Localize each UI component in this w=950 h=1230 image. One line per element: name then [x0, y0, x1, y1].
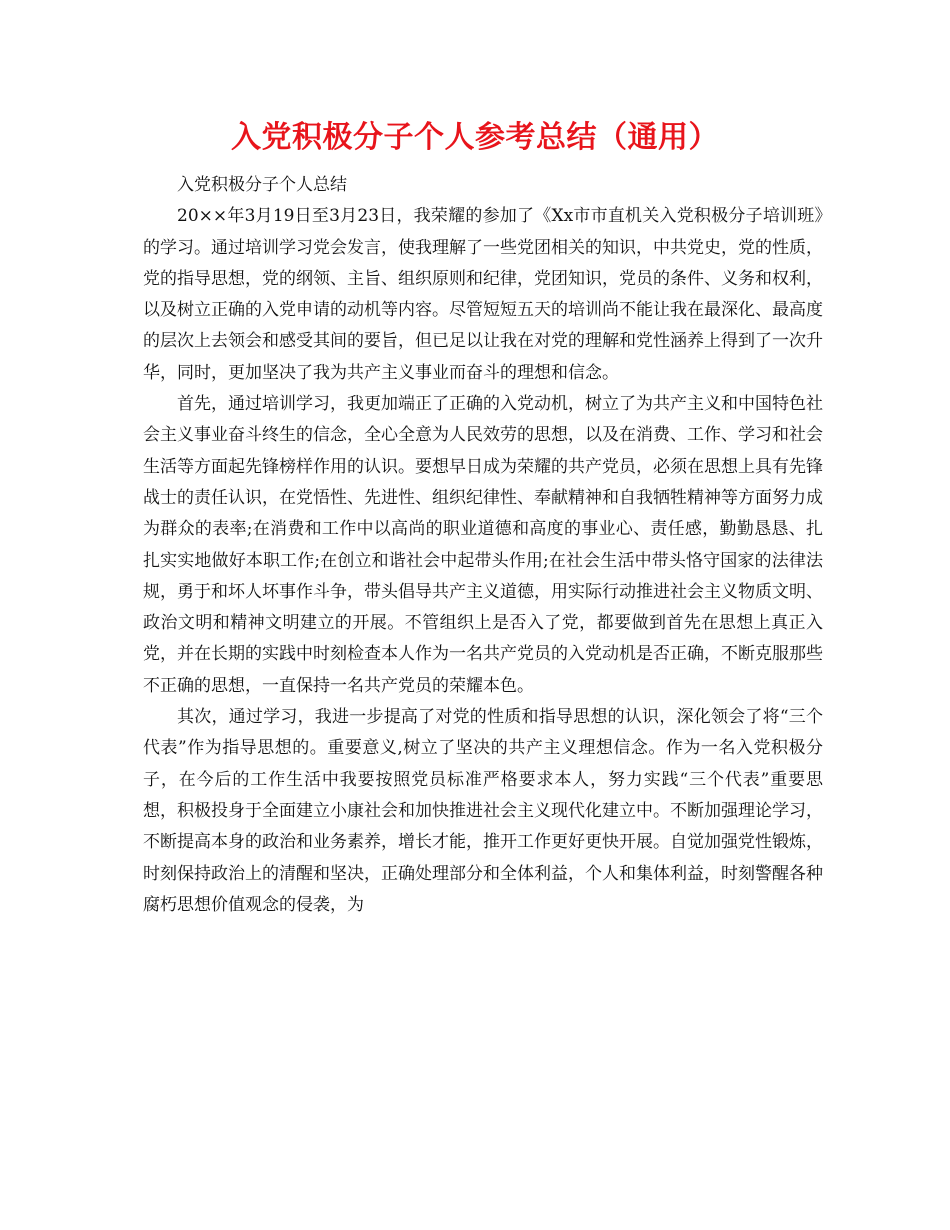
document-subheading: 入党积极分子个人总结: [177, 175, 347, 195]
paragraph-3: 其次，通过学习，我进一步提高了对党的性质和指导思想的认识，深化领会了将“三个代表”作为指导思想的。重要意义,树立了坚决的共产主义理想信念。作为一名入党积极分子，在今后的工作生活中我要按照党员标准严格要求本人，努力实践“三个代表”重要思想，积极投身于全面建立小康社会和加快推进社会主义现代化建立中。不断加强理论学习，不断提高本身的政治和业务素养，增长才能，推开工作更好更快开展。自觉加强党性锻炼，时刻保持政治上的清醒和坚决，正确处理部分和全体利益，个人和集体利益，时刻警醒各种腐朽思想价值观念的侵袭，为: [143, 707, 823, 915]
document-title: 入党积极分子个人参考总结（通用）: [231, 120, 719, 155]
paragraph-1: 20××年3月19日至3月23日，我荣耀的参加了《Xx市市直机关入党积极分子培训班》的学习。通过培训学习党会发言，使我理解了一些党团相关的知识，中共党史，党的性质，党的指导思想，党的纲领、主旨、组织原则和纪律，党团知识，党员的条件、义务和权利，以及树立正确的入党申请的动机等内容。尽管短短五天的培训尚不能让我在最深化、最高度的层次上去领会和感受其间的要旨，但已足以让我在对党的理解和党性涵养上得到了一次升华，同时，更加坚决了我为共产主义事业而奋斗的理想和信念。: [143, 206, 823, 383]
paragraph-2: 首先，通过培训学习，我更加端正了正确的入党动机，树立了为共产主义和中国特色社会主义事业奋斗终生的信念，全心全意为人民效劳的思想，以及在消费、工作、学习和社会生活等方面起先锋榜样作用的认识。要想早日成为荣耀的共产党员，必须在思想上具有先锋战士的责任认识，在党悟性、先进性、组织纪律性、奉献精神和自我牺牲精神等方面努力成为群众的表率;在消费和工作中以高尚的职业道德和高度的事业心、责任感，勤勤恳恳、扎扎实实地做好本职工作;在创立和谐社会中起带头作用;在社会生活中带头恪守国家的法律法规，勇于和坏人坏事作斗争，带头倡导共产主义道德，用实际行动推进社会主义物质文明、政治文明和精神文明建立的开展。不管组织上是否入了党，都要做到首先在思想上真正入党，并在长期的实践中时刻检查本人作为一名共产党员的入党动机是否正确，不断克服那些不正确的思想，一直保持一名共产党员的荣耀本色。: [143, 394, 823, 696]
document-body: [143, 170, 823, 921]
